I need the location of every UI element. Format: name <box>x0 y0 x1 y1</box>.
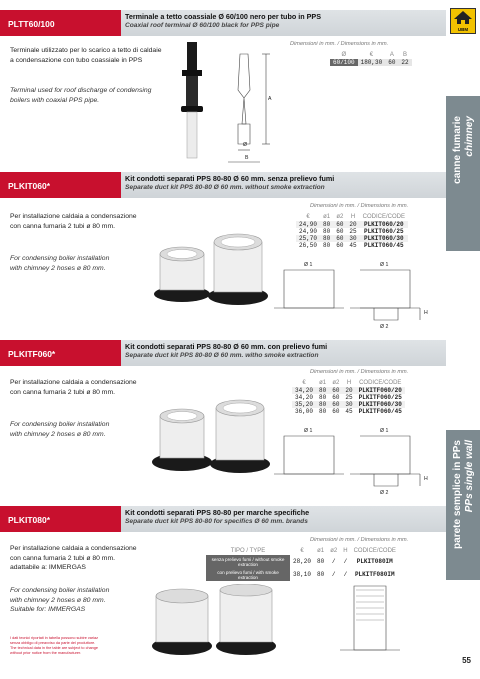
dimensions-heading-3: Dimensioni in mm. / Dimensions in mm. <box>310 369 409 375</box>
sidebar-lower-it: parete semplice in PPs <box>452 440 463 549</box>
sidebar-lower-en: PPs single wall <box>464 440 475 513</box>
dim-label-b: B <box>245 155 249 161</box>
col-header: TIPO / TYPE <box>230 547 266 554</box>
dim-label-phi1: Ø 1 <box>304 428 313 434</box>
title-en-1: Coaxial roof terminal Ø 60/100 black for PPS pipe <box>125 22 280 29</box>
description-en-1: Terminal used for roof discharge of condensing boilers with coaxial PPS pipe. <box>10 87 152 104</box>
table-row: 25,70 80 60 30 PLKIT060/30 <box>296 235 408 242</box>
table-row: 60/100 180,30 60 22 <box>330 59 412 66</box>
col-header: CODICE/CODE <box>353 547 396 554</box>
dimensions-heading-4: Dimensioni in mm. / Dimensions in mm. <box>310 537 409 543</box>
page-number: 55 <box>462 656 471 665</box>
title-en-4: Separate duct kit PPS 80-80 for specifics Ø 60 mm. brands <box>125 518 308 525</box>
dim-label-phi1: Ø 1 <box>380 428 389 434</box>
table-row: 34,20 80 60 20 PLKITF060/20 <box>292 387 405 394</box>
duct-kit-diagram-2 <box>274 428 440 500</box>
title-en-2: Separate duct kit PPS 80-80 Ø 60 mm. without smoke extraction <box>125 184 325 191</box>
dim-label-phi2: Ø 2 <box>380 324 389 330</box>
table-row: 24,90 80 60 25 PLKIT060/25 <box>299 228 404 235</box>
dim-label-phi2: Ø 2 <box>380 490 389 496</box>
dim-label-a: A <box>268 96 272 102</box>
col-header: H <box>346 379 352 386</box>
title-bar-3 <box>118 340 446 366</box>
duct-kit-image-1 <box>150 228 272 308</box>
col-header: € <box>369 51 374 58</box>
col-header: ø1 <box>323 213 331 220</box>
duct-kit-image-3 <box>146 584 282 658</box>
roof-terminal-diagram <box>216 50 280 168</box>
sidebar-label-it: canne fumarie <box>452 116 463 184</box>
dim-label-phi: Ø <box>243 142 248 148</box>
dim-label-h: H <box>424 310 428 316</box>
duct-kit-diagram-1 <box>274 262 440 334</box>
description-en-3: For condensing boiler installation with chimney 2 hoses ø 80 mm. <box>10 421 110 438</box>
col-header: € <box>302 379 306 386</box>
title-it-2: Kit condotti separati PPS 80-80 Ø 60 mm. senza prelievo fumi <box>125 174 335 183</box>
col-header: € <box>306 213 310 220</box>
product-code-2: PLKIT060* <box>0 172 118 198</box>
dim-label-h: H <box>424 476 428 482</box>
col-header: ø2 <box>332 379 340 386</box>
spec-table-1 <box>330 50 412 66</box>
table-row: con prelievo fumi / with smoke extraction 38,10 80 / / PLKITF080IM <box>206 568 399 581</box>
table-row: senza prelievo fumi / without smoke extraction 28,20 80 / / PLKIT080IM <box>206 555 399 568</box>
roof-terminal-image <box>172 42 212 160</box>
col-header: CODICE/CODE <box>359 379 402 386</box>
product-code-1: PLTT60/100 <box>0 10 118 36</box>
title-it-4: Kit condotti separati PPS 80-80 per marche specifiche <box>125 508 310 517</box>
col-header: H <box>350 213 356 220</box>
col-header: A <box>389 51 394 58</box>
description-it-1: Terminale utilizzato per lo scarico a tetto di caldaie a condensazione con tubo coassiale in PPS <box>10 47 162 64</box>
spec-table-4 <box>206 546 399 581</box>
col-header: ø2 <box>330 547 338 554</box>
col-header: B <box>403 51 408 58</box>
title-en-3: Separate duct kit PPS 80-80 Ø 60 mm. witho smoke extraction <box>125 352 319 359</box>
dim-label-phi1: Ø 1 <box>380 262 389 268</box>
brand-logo: UBM <box>450 8 476 34</box>
sidebar-label-en: chimney <box>464 116 475 157</box>
title-it-1: Terminale a tetto coassiale Ø 60/100 nero per tubo in PPS <box>125 12 321 21</box>
table-row: 34,20 80 60 25 PLKITF060/25 <box>295 394 402 401</box>
col-header: H <box>343 547 348 554</box>
col-header: € <box>300 547 304 554</box>
table-row: 26,50 80 60 45 PLKIT060/45 <box>299 242 404 249</box>
table-row: 36,00 80 60 45 PLKITF060/45 <box>295 408 402 415</box>
footnote: I dati tecnici riportati in tabella possono subire variaz senza obbligo di preavviso da parte del produttore. The technical data in the table are subject to change without prior notice from the manufacturer. <box>10 636 99 655</box>
pipe-diagram <box>340 580 400 664</box>
dim-label-phi1: Ø 1 <box>304 262 313 268</box>
house-icon <box>451 9 475 25</box>
product-code-4: PLKIT080* <box>0 506 118 532</box>
title-bar-4 <box>118 506 446 532</box>
title-bar-2 <box>118 172 446 198</box>
col-header: Ø <box>341 51 347 58</box>
description-it-3: Per installazione caldaia a condensazione con canna fumaria 2 tubi ø 80 mm. <box>10 379 137 396</box>
spec-table-2 <box>296 212 408 249</box>
description-it-4: Per installazione caldaia a condensazione con canna fumaria 2 tubi ø 80 mm. adattabile a: IMMERGAS <box>10 545 137 571</box>
product-code-3: PLKITF060* <box>0 340 118 366</box>
col-header: CODICE/CODE <box>362 213 405 220</box>
spec-table-3 <box>292 378 405 415</box>
dimensions-heading-1: Dimensioni in mm. / Dimensions in mm. <box>290 41 389 47</box>
col-header: ø1 <box>317 547 325 554</box>
dimensions-heading-2: Dimensioni in mm. / Dimensions in mm. <box>310 203 409 209</box>
table-row: 35,20 80 60 30 PLKITF060/30 <box>292 401 405 408</box>
duct-kit-image-2 <box>148 394 274 476</box>
table-row: 24,90 80 60 20 PLKIT060/20 <box>296 221 408 228</box>
sidebar-band-upper <box>446 96 480 251</box>
description-en-2: For condensing boiler installation with chimney 2 hoses ø 80 mm. <box>10 255 110 272</box>
sidebar-band-lower <box>446 430 480 580</box>
description-en-4: For condensing boiler installation with chimney 2 hoses ø 80 mm. Suitable for: IMMERGAS <box>10 587 110 613</box>
description-it-2: Per installazione caldaia a condensazione con canna fumaria 2 tubi ø 80 mm. <box>10 213 137 230</box>
col-header: ø1 <box>319 379 327 386</box>
title-bar-1 <box>118 10 446 36</box>
col-header: ø2 <box>336 213 344 220</box>
title-it-3: Kit condotti separati PPS 80-80 Ø 60 mm. con prelievo fumi <box>125 342 328 351</box>
